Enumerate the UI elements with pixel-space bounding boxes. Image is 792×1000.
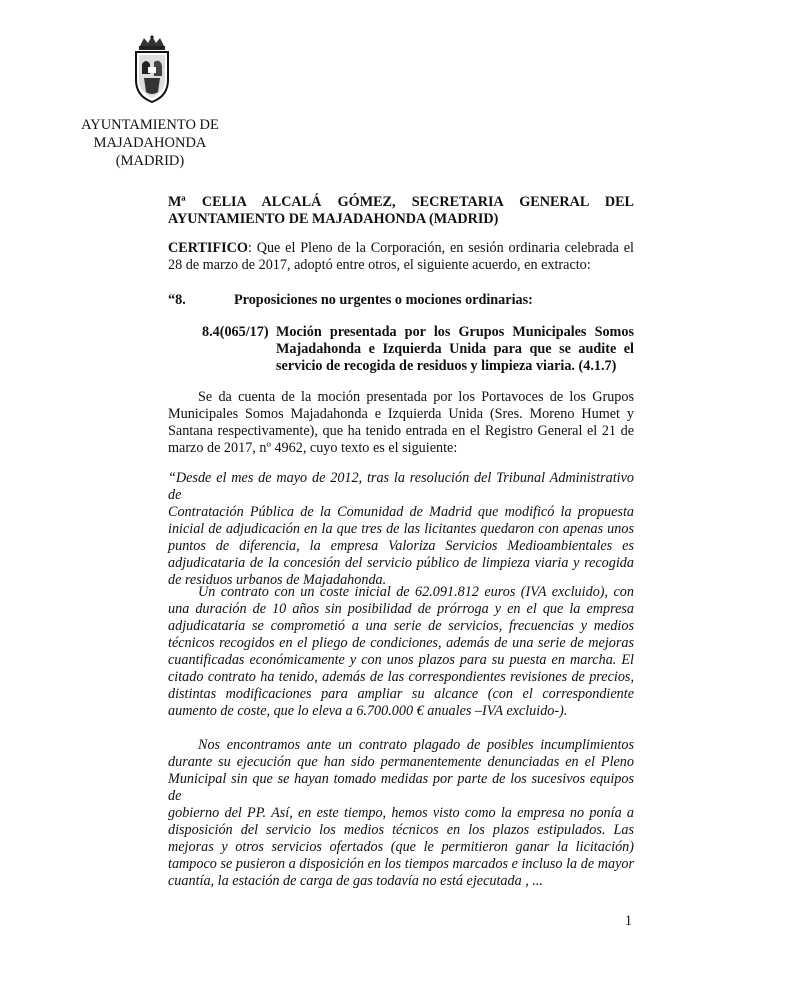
motion-line: mejoras y otros servicios ofertados (que le permitieron ganar la licitación) [168, 839, 634, 855]
motion-paragraph-2 [168, 584, 634, 720]
motion-line: de residuos urbanos de Majadahonda. [168, 572, 387, 588]
motion-paragraph-3 [168, 737, 634, 890]
section-title: Proposiciones no urgentes o mociones ordinarias: [234, 292, 533, 308]
motion-line: técnicos recogidos en el pliego de condiciones, además de una serie de mejoras [168, 635, 634, 651]
motion-line: gobierno del PP. Así, en este tiempo, hemos visto como la empresa no ponía a [168, 805, 634, 821]
motion-line: cuantía, la estación de carga de gas todavía no está ejecutada , ... [168, 873, 543, 889]
motion-line: tampoco se pusieron a disposición en los tiempos marcados e incluso la de mayor [168, 856, 634, 872]
motion-line: distintas modificaciones para ampliar su alcance (con el correspondiente [168, 686, 634, 702]
motion-line: disposición del servicio los medios técnicos en los plazos estipulados. Las [168, 822, 634, 838]
motion-line: cuantificadas económicamente y con unos plazos para su puesta en marcha. El [168, 652, 634, 668]
office-line: (MADRID) [115, 153, 185, 169]
motion-line: aumento de coste, que lo eleva a 6.700.000 € anuales –IVA excluido-). [168, 703, 568, 719]
certification-text: : Que el Pleno de la Corporación, en sesión ordinaria celebrada el [247, 240, 634, 256]
signer-line: Mª CELIA ALCALÁ GÓMEZ, SECRETARIA GENERAL DEL [168, 194, 634, 210]
office-line: AYUNTAMIENTO DE [81, 117, 219, 133]
motion-line: Un contrato con un coste inicial de 62.091.812 euros (IVA excluido), con [198, 584, 634, 600]
motion-line: Contratación Pública de la Comunidad de Madrid que modificó la propuesta [168, 504, 634, 520]
intro-line: Santana respectivamente), que ha tenido entrada en el Registro General el 21 de [168, 423, 634, 439]
section-number: “8. [168, 292, 186, 308]
intro-line: marzo de 2017, nº 4962, cuyo texto es el siguiente: [168, 440, 458, 456]
certifico-label: CERTIFICO [168, 240, 248, 256]
motion-line: durante su ejecución que han sido permanentemente denunciadas en el Pleno [168, 754, 634, 770]
motion-line: “Desde el mes de mayo de 2012, tras la resolución del Tribunal Administrativo de [168, 470, 634, 503]
signer-heading [168, 194, 634, 228]
intro-line: Municipales Somos Majadahonda e Izquierda Unida (Sres. Moreno Humet y [168, 406, 634, 422]
motion-line: una duración de 10 años sin posibilidad de prórroga y en el que la empresa [168, 601, 634, 617]
motion-line: puntos de diferencia, la empresa Valoriza Servicios Medioambientales es [168, 538, 634, 554]
item-title-line: servicio de recogida de residuos y limpieza viaria. (4.1.7) [276, 358, 617, 374]
issuing-office [60, 116, 240, 170]
coat-of-arms-icon [130, 34, 174, 106]
certification-line: 28 de marzo de 2017, adoptó entre otros, el siguiente acuerdo, en extracto: [168, 257, 591, 273]
item-title [276, 324, 634, 375]
item-title-line: Majadahonda e Izquierda Unida para que se audite el [276, 341, 634, 357]
item-title-line: Moción presentada por los Grupos Municipales Somos [276, 324, 634, 340]
signer-line: AYUNTAMIENTO DE MAJADAHONDA (MADRID) [168, 211, 499, 227]
certification-line [168, 240, 634, 257]
certification-paragraph [168, 240, 634, 274]
intro-paragraph [168, 389, 634, 457]
office-line: MAJADAHONDA [93, 135, 207, 151]
section-heading [168, 292, 634, 309]
motion-line: inicial de adjudicación en la que tres de las licitantes quedaron con apenas unos [168, 521, 634, 537]
motion-line: Nos encontramos ante un contrato plagado de posibles incumplimientos [198, 737, 634, 753]
intro-line: Se da cuenta de la moción presentada por los Portavoces de los Grupos [198, 389, 634, 405]
motion-line: Municipal sin que se hayan tomado medidas por parte de los sucesivos equipos de [168, 771, 634, 804]
item-code: 8.4(065/17) [202, 324, 269, 340]
motion-line: adjudicataria se comprometió a una serie de servicios, frecuencias y medios [168, 618, 634, 634]
motion-line: citado contrato ha tenido, además de las correspondientes revisiones de precios, [168, 669, 634, 685]
page-number: 1 [624, 913, 632, 929]
motion-line: adjudicataria de la concesión del servicio público de limpieza viaria y recogida [168, 555, 634, 571]
motion-paragraph-1 [168, 470, 634, 589]
